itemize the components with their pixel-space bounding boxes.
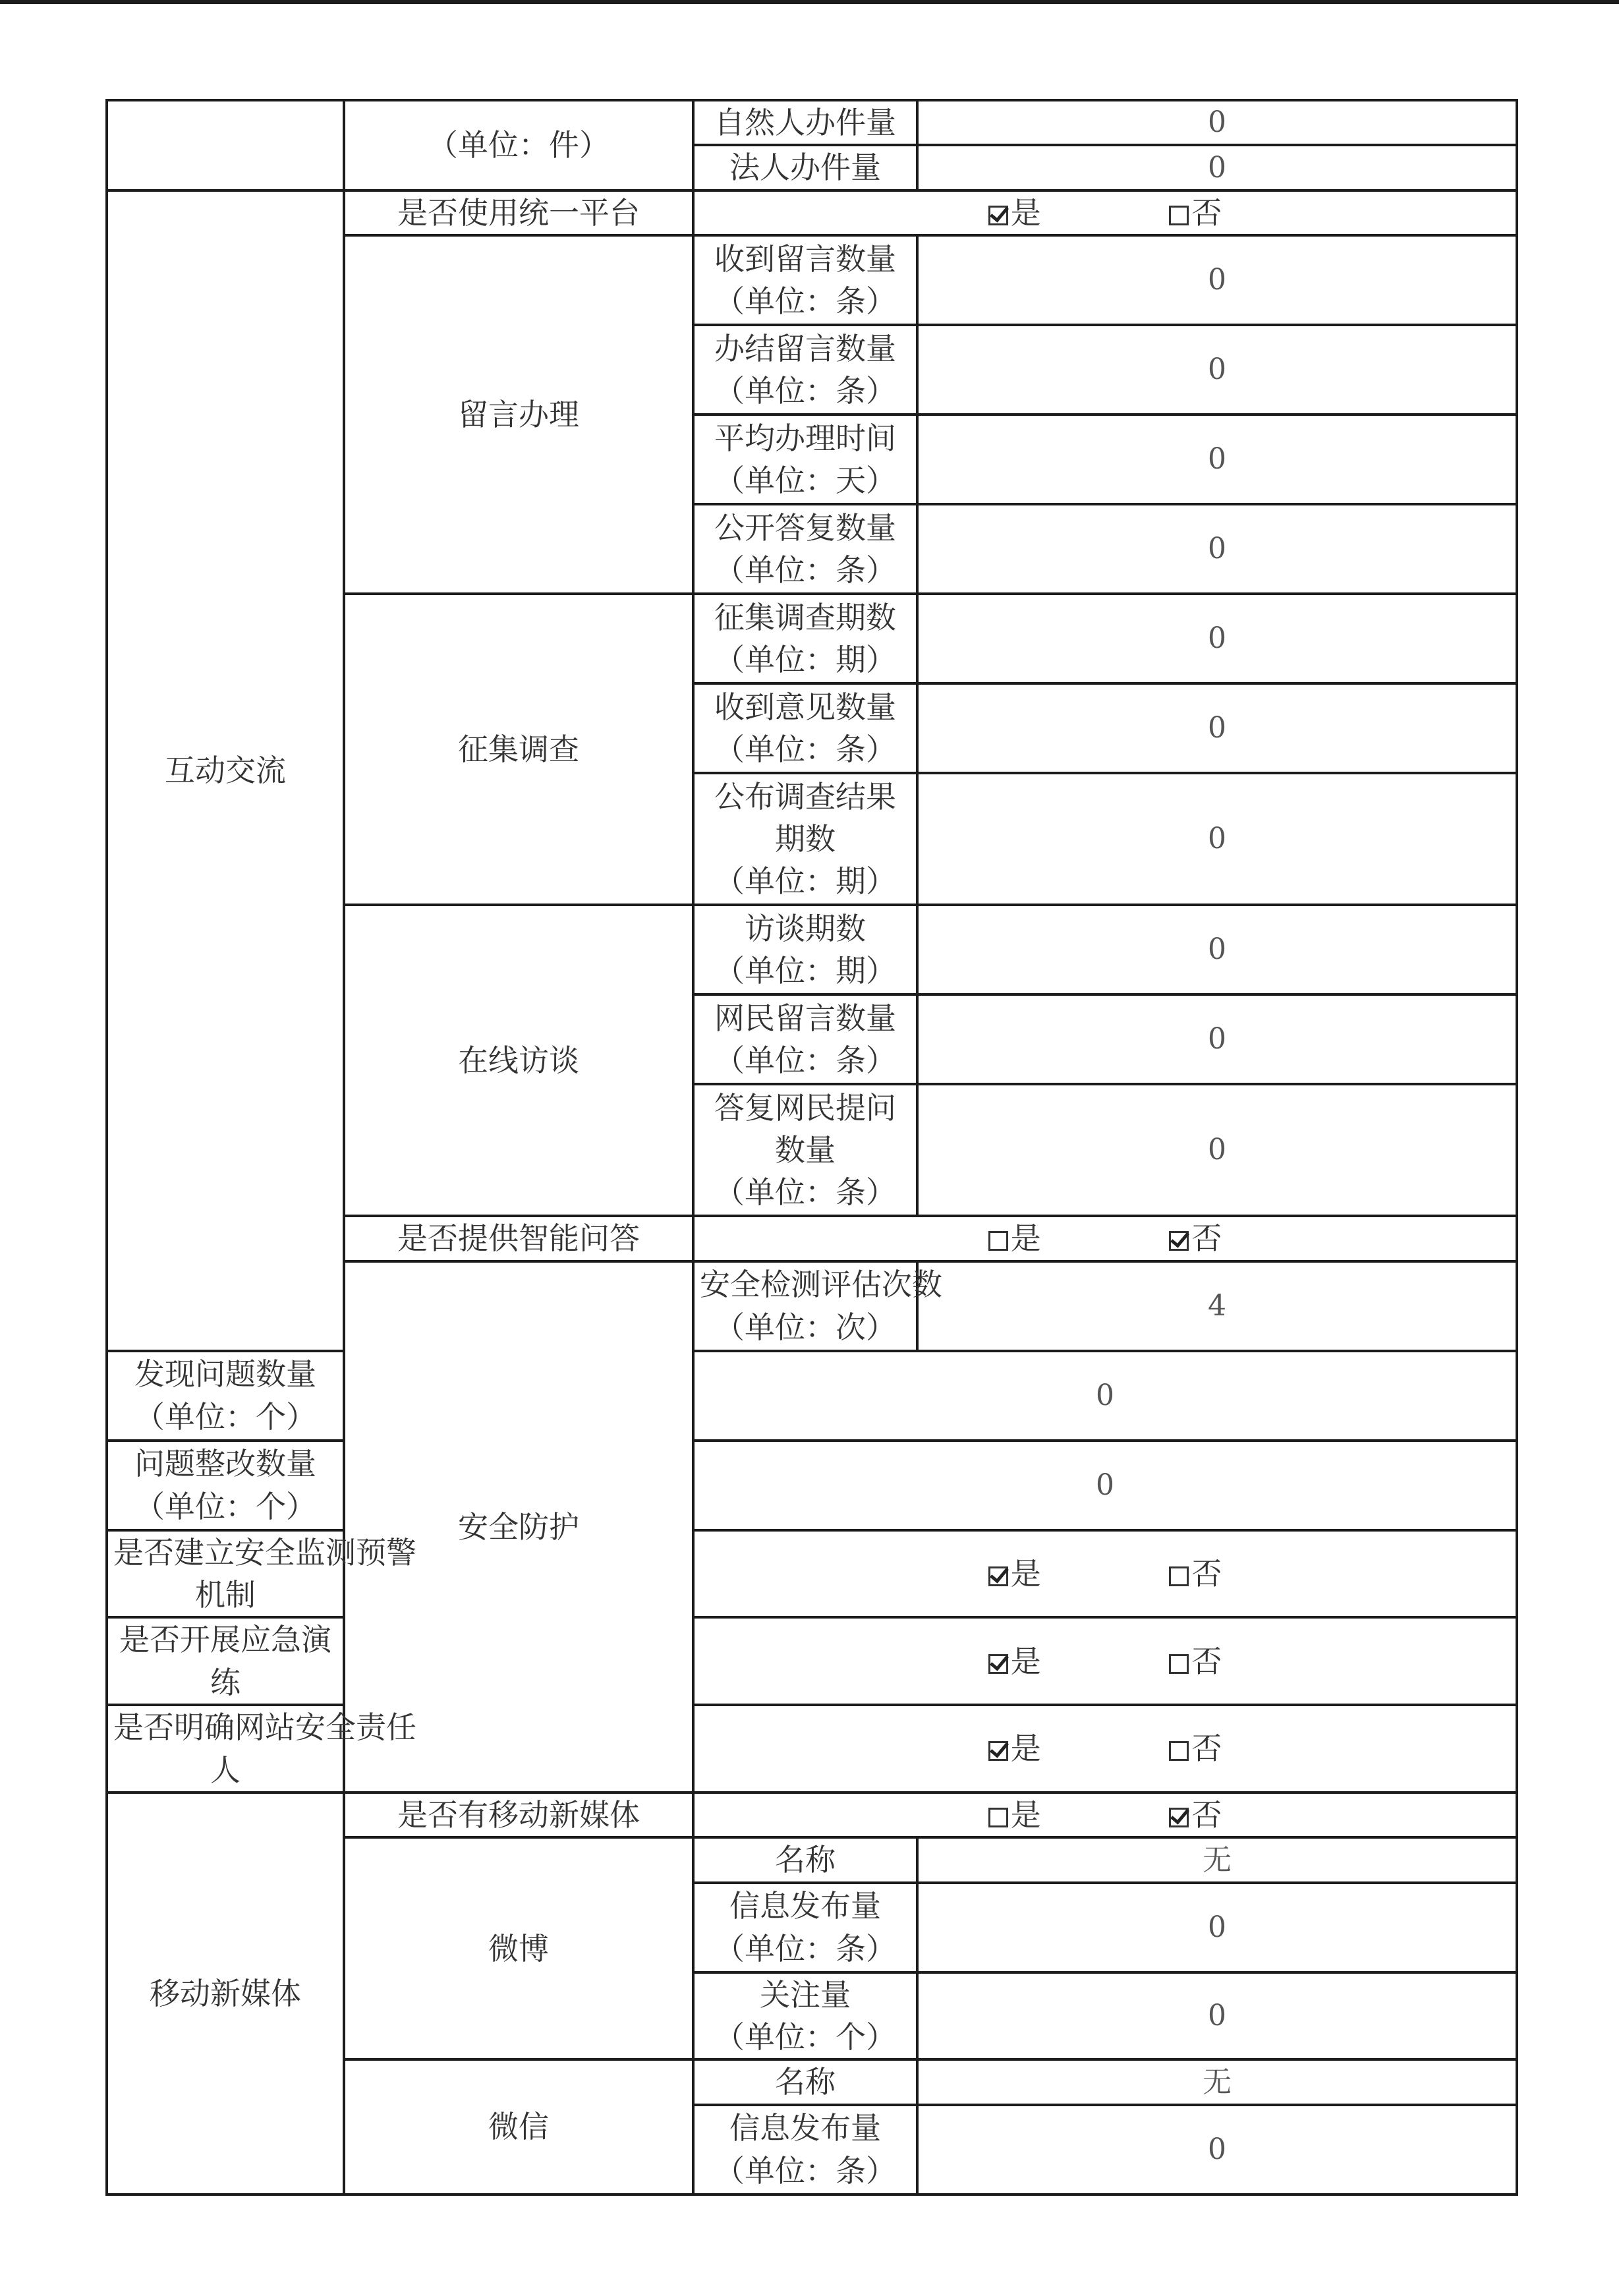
assessments-label: 安全检测评估次数 （单位：次） bbox=[693, 1261, 917, 1351]
survey-periods-label: 征集调查期数 （单位：期） bbox=[693, 594, 917, 683]
interview-periods-label: 访谈期数 （单位：期） bbox=[693, 905, 917, 994]
legal-person-value: 0 bbox=[917, 145, 1517, 190]
security-owner-label: 是否明确网站安全责任 人 bbox=[107, 1705, 344, 1793]
drills-options bbox=[693, 1617, 1517, 1705]
group-messages: 留言办理 bbox=[344, 235, 693, 594]
issues-fixed-value: 0 bbox=[693, 1441, 1517, 1530]
warning-yes[interactable]: 是 bbox=[988, 1553, 1041, 1595]
issues-found-label: 发现问题数量 （单位：个） bbox=[107, 1351, 344, 1441]
section-media: 移动新媒体 bbox=[107, 1793, 344, 2195]
issues-found-value: 0 bbox=[693, 1351, 1517, 1441]
security-owner-options bbox=[693, 1705, 1517, 1793]
interview-periods-value: 0 bbox=[917, 905, 1517, 994]
smart-qa-no[interactable]: 否 bbox=[1169, 1217, 1222, 1259]
group-weibo: 微博 bbox=[344, 1837, 693, 2059]
weibo-posts-label: 信息发布量 （单位：条） bbox=[693, 1883, 917, 1972]
drills-yes[interactable]: 是 bbox=[988, 1640, 1041, 1682]
checkbox-checked-icon bbox=[1169, 1808, 1189, 1827]
weibo-posts-value: 0 bbox=[917, 1883, 1517, 1972]
assessments-value: 4 bbox=[917, 1261, 1517, 1351]
checkbox-checked-icon bbox=[988, 206, 1008, 225]
warning-mechanism-options bbox=[693, 1530, 1517, 1618]
section-cell-continued bbox=[107, 100, 344, 190]
messages-handled-label: 办结留言数量 （单位：条） bbox=[693, 325, 917, 415]
checkbox-empty-icon bbox=[1169, 1741, 1189, 1761]
has-media-no[interactable]: 否 bbox=[1169, 1794, 1222, 1836]
wechat-posts-value: 0 bbox=[917, 2105, 1517, 2195]
messages-public-reply-label: 公开答复数量 （单位：条） bbox=[693, 504, 917, 594]
smart-qa-yes[interactable]: 是 bbox=[988, 1217, 1041, 1259]
group-survey: 征集调查 bbox=[344, 594, 693, 905]
survey-opinions-label: 收到意见数量 （单位：条） bbox=[693, 683, 917, 773]
checkbox-empty-icon bbox=[1169, 1654, 1189, 1674]
messages-avg-time-value: 0 bbox=[917, 415, 1517, 504]
wechat-posts-label: 信息发布量 （单位：条） bbox=[693, 2105, 917, 2195]
legal-person-label: 法人办件量 bbox=[693, 145, 917, 190]
has-media-yes[interactable]: 是 bbox=[988, 1794, 1041, 1836]
natural-person-label: 自然人办件量 bbox=[693, 100, 917, 145]
has-media-options bbox=[693, 1793, 1517, 1837]
scan-top-rule bbox=[0, 0, 1619, 4]
weibo-followers-value: 0 bbox=[917, 1972, 1517, 2060]
section-interaction: 互动交流 bbox=[107, 190, 344, 1351]
checkbox-empty-icon bbox=[1169, 206, 1189, 225]
messages-avg-time-label: 平均办理时间 （单位：天） bbox=[693, 415, 917, 504]
has-media-label: 是否有移动新媒体 bbox=[344, 1793, 693, 1837]
checkbox-checked-icon bbox=[1169, 1231, 1189, 1251]
survey-opinions-value: 0 bbox=[917, 683, 1517, 773]
survey-periods-value: 0 bbox=[917, 594, 1517, 683]
interview-netizen-msgs-value: 0 bbox=[917, 994, 1517, 1084]
warning-no[interactable]: 否 bbox=[1169, 1553, 1222, 1595]
drills-label: 是否开展应急演练 bbox=[107, 1617, 344, 1705]
messages-handled-value: 0 bbox=[917, 325, 1517, 415]
checkbox-checked-icon bbox=[988, 1654, 1008, 1674]
report-table bbox=[105, 99, 1518, 2196]
checkbox-checked-icon bbox=[988, 1566, 1008, 1586]
interview-netizen-msgs-label: 网民留言数量 （单位：条） bbox=[693, 994, 917, 1084]
warning-mechanism-label: 是否建立安全监测预警 机制 bbox=[107, 1530, 344, 1618]
wechat-name-value: 无 bbox=[917, 2059, 1517, 2104]
issues-fixed-label: 问题整改数量 （单位：个） bbox=[107, 1441, 344, 1530]
group-interview: 在线访谈 bbox=[344, 905, 693, 1216]
unified-platform-yes[interactable]: 是 bbox=[988, 192, 1041, 234]
natural-person-value: 0 bbox=[917, 100, 1517, 145]
weibo-name-value: 无 bbox=[917, 1837, 1517, 1882]
section-security: 安全防护 bbox=[344, 1261, 693, 1793]
checkbox-checked-icon bbox=[988, 1741, 1008, 1761]
survey-results-value: 0 bbox=[917, 773, 1517, 905]
wechat-name-label: 名称 bbox=[693, 2059, 917, 2104]
owner-yes[interactable]: 是 bbox=[988, 1727, 1041, 1769]
smart-qa-label: 是否提供智能问答 bbox=[344, 1216, 693, 1261]
unified-platform-label: 是否使用统一平台 bbox=[344, 190, 693, 235]
unified-platform-no[interactable]: 否 bbox=[1169, 192, 1222, 234]
unified-platform-options bbox=[693, 190, 1517, 235]
survey-results-label: 公布调查结果 期数 （单位：期） bbox=[693, 773, 917, 905]
messages-received-value: 0 bbox=[917, 235, 1517, 325]
group-wechat: 微信 bbox=[344, 2059, 693, 2194]
weibo-name-label: 名称 bbox=[693, 1837, 917, 1882]
owner-no[interactable]: 否 bbox=[1169, 1727, 1222, 1769]
business-unit-cell: （单位：件） bbox=[344, 100, 693, 190]
weibo-followers-label: 关注量 （单位：个） bbox=[693, 1972, 917, 2060]
smart-qa-options bbox=[693, 1216, 1517, 1261]
checkbox-empty-icon bbox=[988, 1808, 1008, 1827]
messages-received-label: 收到留言数量 （单位：条） bbox=[693, 235, 917, 325]
checkbox-empty-icon bbox=[988, 1231, 1008, 1251]
drills-no[interactable]: 否 bbox=[1169, 1640, 1222, 1682]
interview-replies-label: 答复网民提问 数量 （单位：条） bbox=[693, 1084, 917, 1216]
messages-public-reply-value: 0 bbox=[917, 504, 1517, 594]
checkbox-empty-icon bbox=[1169, 1566, 1189, 1586]
interview-replies-value: 0 bbox=[917, 1084, 1517, 1216]
